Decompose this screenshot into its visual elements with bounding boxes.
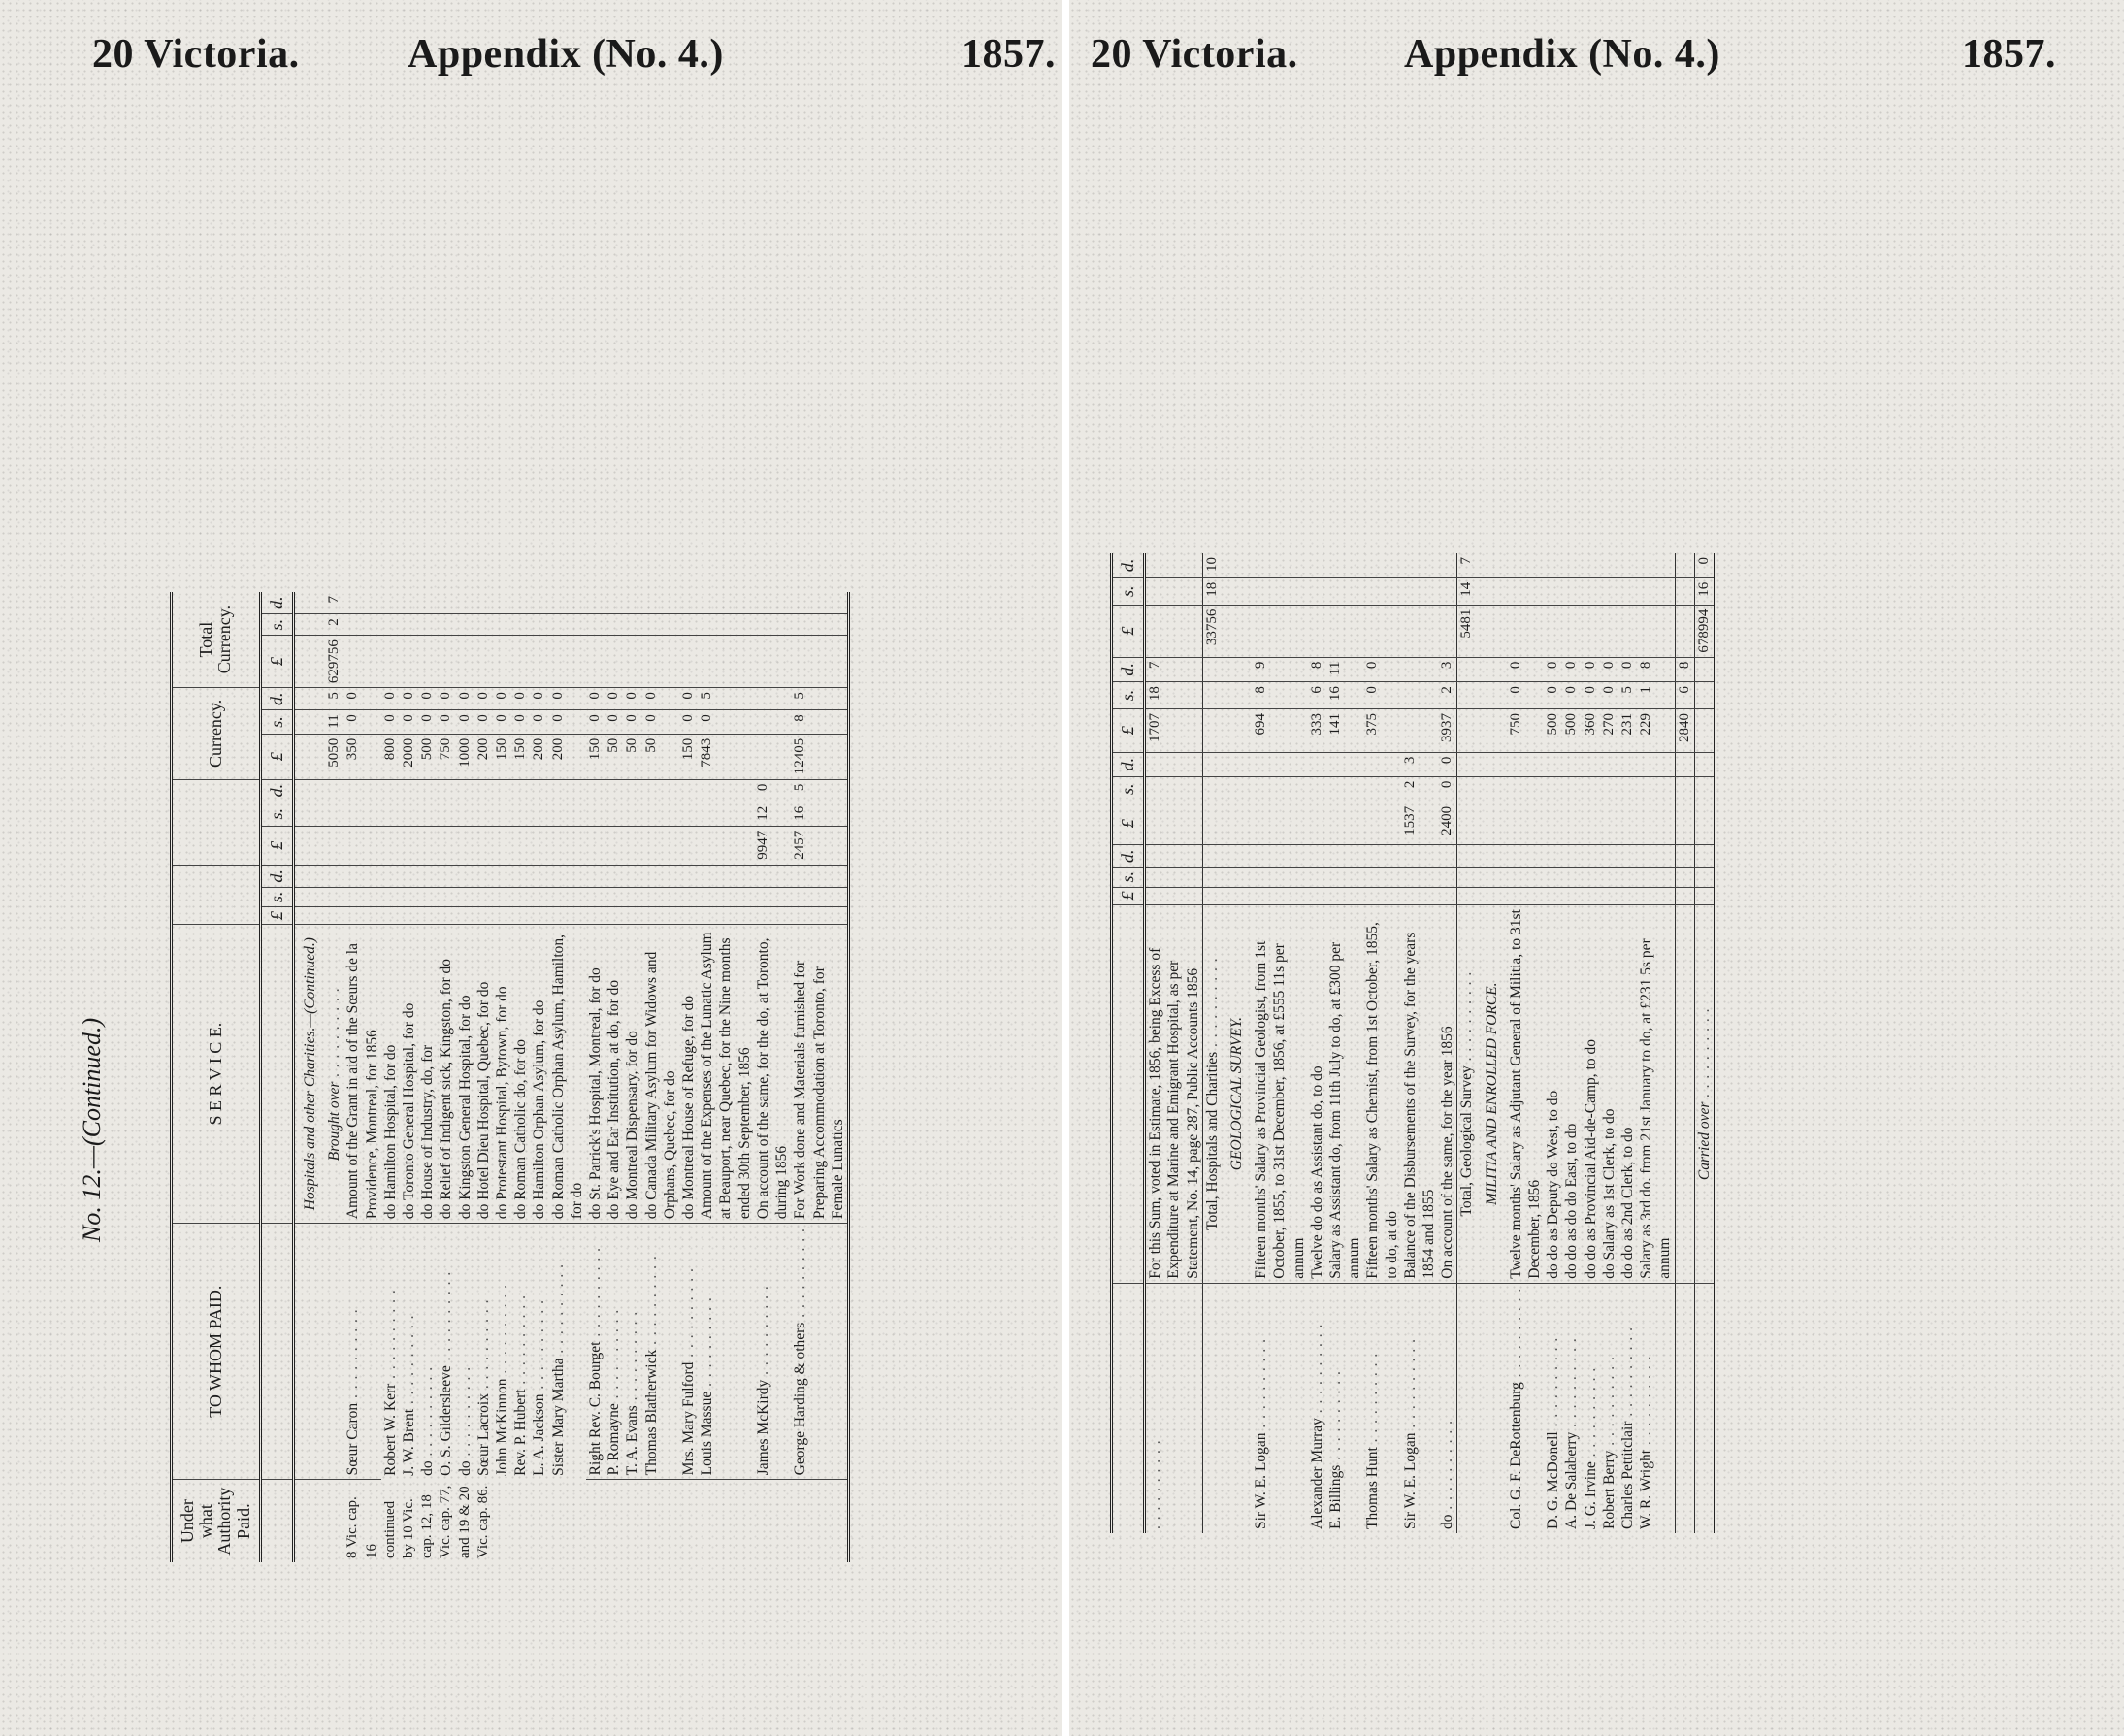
section-title: MILITIA AND ENROLLED FORCE. xyxy=(1477,904,1507,1283)
page-gutter xyxy=(1062,0,1069,1736)
service-cell: On account of the same, for the year 1856 xyxy=(1438,904,1457,1283)
currency-amount-shillings: 0 xyxy=(343,710,380,735)
unit-pounds: £ xyxy=(260,907,293,925)
payee-cell: D. G. McDonell . . . xyxy=(1544,1283,1562,1533)
sub-amount-pounds: 1537 xyxy=(1401,802,1438,845)
payee-cell: T. A. Evans . . . xyxy=(623,1224,641,1480)
table-row xyxy=(1544,553,1562,1533)
table-row xyxy=(1363,553,1400,1533)
unit-pounds: £ xyxy=(260,636,293,688)
currency-amount-pence: 8 xyxy=(1308,657,1326,681)
table-row xyxy=(1252,553,1308,1533)
carried-over-total-pounds: 678994 xyxy=(1694,605,1715,657)
table-row xyxy=(400,592,418,1562)
militia-subtotal-row xyxy=(1675,553,1694,1533)
currency-amount-pence: 0 xyxy=(418,688,437,710)
currency-amount-pounds: 231 xyxy=(1618,708,1637,752)
service-cell: Twelve months' Salary as Adjutant General of Militia, to 31st December, 1856 xyxy=(1507,904,1544,1283)
table-row xyxy=(511,592,530,1562)
currency-amount-pounds: 3937 xyxy=(1438,708,1457,752)
payee-cell: P. Romayne . . . xyxy=(605,1224,623,1480)
currency-amount-pounds: 350 xyxy=(343,734,380,779)
currency-amount-shillings: 0 xyxy=(418,710,437,735)
currency-amount-pence: 3 xyxy=(1438,657,1457,681)
currency-amount-pounds: 375 xyxy=(1363,708,1400,752)
service-cell: do Hotel Dieu Hospital, Quebec, for do xyxy=(474,925,493,1224)
total-hospitals-row xyxy=(1202,553,1222,1533)
currency-amount-pence: 0 xyxy=(679,688,698,710)
brought-cur-pounds: 5050 xyxy=(325,734,343,779)
sub-amount-shillings: 0 xyxy=(1438,776,1457,802)
currency-amount-pounds: 50 xyxy=(605,734,623,779)
total-amount-shillings: 14 xyxy=(1457,577,1477,605)
currency-amount-pounds: 12405 xyxy=(791,734,848,779)
currency-amount-shillings: 1 xyxy=(1637,682,1675,709)
currency-amount-shillings: 0 xyxy=(623,710,641,735)
table-row xyxy=(1401,553,1438,1533)
currency-amount-shillings: 0 xyxy=(1507,682,1544,709)
payee-cell: George Harding & others . . . xyxy=(791,1224,848,1480)
table-row xyxy=(679,592,698,1562)
service-cell: do Canada Military Asylum for Widows and Orphans, Quebec, for do xyxy=(642,925,679,1224)
service-cell: do Salary as 1st Clerk, to do xyxy=(1600,904,1618,1283)
currency-amount-shillings: 0 xyxy=(1544,682,1562,709)
service-cell: do Montreal House of Refuge, for do xyxy=(679,925,698,1224)
left-page-header xyxy=(0,0,1062,116)
currency-amount-pounds: 200 xyxy=(530,734,548,779)
currency-amount-pence: 0 xyxy=(343,688,380,710)
payee-cell xyxy=(1145,1283,1203,1533)
payee-cell: Rev. P. Hubert . . . xyxy=(511,1224,530,1480)
table-row xyxy=(1618,553,1637,1533)
currency-amount-pence: 0 xyxy=(605,688,623,710)
left-ledger-table xyxy=(170,592,850,1562)
currency-amount-pence: 9 xyxy=(1252,657,1308,681)
right-ledger-body xyxy=(1145,553,1716,1533)
service-cell: do House of Industry, do, for xyxy=(418,925,437,1224)
currency-amount-shillings: 8 xyxy=(791,710,848,735)
unit-pounds: £ xyxy=(1112,605,1145,657)
col-money-1 xyxy=(172,866,261,925)
currency-amount-pounds: 750 xyxy=(1507,708,1544,752)
payee-cell: J. W. Brent . . . xyxy=(400,1224,418,1480)
currency-amount-pounds: 229 xyxy=(1637,708,1675,752)
units-row xyxy=(260,592,293,1562)
currency-amount-shillings: 0 xyxy=(530,710,548,735)
currency-amount-shillings: 0 xyxy=(698,710,754,735)
currency-amount-pounds: 1000 xyxy=(456,734,474,779)
sub-amount-shillings: 16 xyxy=(791,802,848,826)
payee-cell: Sir W. E. Logan . . . xyxy=(1252,1283,1308,1533)
service-cell: For Work done and Materials furnished for Preparing Accommodation at Toronto, for Female Lunatics xyxy=(791,925,848,1224)
currency-amount-shillings: 0 xyxy=(493,710,511,735)
right-ledger-table xyxy=(1110,553,1716,1533)
payee-cell: L. A. Jackson . . . xyxy=(530,1224,548,1480)
payee-cell: J. G. Irvine . . . xyxy=(1582,1283,1600,1533)
authority-cell xyxy=(586,1480,605,1562)
sub-amount-pounds: 9947 xyxy=(754,826,791,865)
authority-cell xyxy=(605,1480,623,1562)
payee-cell: W. R. Wright . . . xyxy=(1637,1283,1675,1533)
unit-pounds: £ xyxy=(260,826,293,865)
table-row xyxy=(605,592,623,1562)
brought-over-row xyxy=(325,592,343,1562)
service-cell: Twelve do do as Assistant do, to do xyxy=(1308,904,1326,1283)
currency-amount-pence: 0 xyxy=(1562,657,1581,681)
payee-cell: Right Rev. C. Bourget . . . xyxy=(586,1224,605,1480)
unit-pounds: £ xyxy=(260,734,293,779)
unit-pence: d. xyxy=(260,779,293,802)
table-row xyxy=(754,592,791,1562)
currency-amount-pounds: 500 xyxy=(1562,708,1581,752)
payee-cell: Sir W. E. Logan . . . xyxy=(1401,1283,1438,1533)
table-row xyxy=(1562,553,1581,1533)
right-page xyxy=(1069,0,2124,1736)
payee-cell: A. De Salaberry . . . xyxy=(1562,1283,1581,1533)
total-amount-pounds: 33756 xyxy=(1202,605,1222,657)
service-cell: do Hamilton Hospital, for do xyxy=(381,925,400,1224)
currency-amount-pence: 0 xyxy=(400,688,418,710)
table-row xyxy=(1326,553,1363,1533)
right-header-appendix: Appendix (No. 4.) xyxy=(1404,32,1720,77)
currency-amount-shillings: 0 xyxy=(381,710,400,735)
table-row xyxy=(1308,553,1326,1533)
section-title: GEOLOGICAL SURVEY. xyxy=(1222,904,1252,1283)
authority-cell xyxy=(791,1480,848,1562)
currency-amount-pounds: 200 xyxy=(549,734,586,779)
unit-shillings: s. xyxy=(260,802,293,826)
right-units-row xyxy=(1112,553,1145,1533)
sub-amount-shillings: 2 xyxy=(1401,776,1438,802)
service-cell: Salary as Assistant do, from 11th July to do, at £300 per annum xyxy=(1326,904,1363,1283)
currency-amount-shillings: 0 xyxy=(1600,682,1618,709)
payee-cell: Thomas Blatherwick . . . xyxy=(642,1224,679,1480)
authority-cell: 8 Vic. cap. 16 continued by 10 Vic. cap. 12, 18 Vic. cap. 77, and 19 & 20 Vic. cap. 86. xyxy=(344,1485,491,1558)
unit-pounds: £ xyxy=(1112,802,1145,845)
service-cell: On account of the same, for the do, at Toronto, during 1856 xyxy=(754,925,791,1224)
currency-amount-shillings: 0 xyxy=(474,710,493,735)
currency-amount-pence: 0 xyxy=(586,688,605,710)
service-cell: Fifteen months' Salary as Provincial Geologist, from 1st October, 1855, to 31st December, 1856, at £555 11s per annum xyxy=(1252,904,1308,1283)
service-cell: do Kingston General Hospital, for do xyxy=(456,925,474,1224)
right-header-year: 1857. xyxy=(1962,32,2056,77)
currency-amount-shillings: 0 xyxy=(1562,682,1581,709)
currency-amount-shillings: 6 xyxy=(1308,682,1326,709)
sub-amount-shillings: 12 xyxy=(754,802,791,826)
payee-cell: E. Billings . . . xyxy=(1326,1283,1363,1533)
carried-over-total-pence: 0 xyxy=(1694,553,1715,577)
left-table-region xyxy=(78,592,850,1562)
currency-amount-shillings: 0 xyxy=(456,710,474,735)
service-cell: do Montreal Dispensary, for do xyxy=(623,925,641,1224)
service-cell: do do as do do East, to do xyxy=(1562,904,1581,1283)
right-table-region xyxy=(1110,553,1716,1533)
header-row xyxy=(172,592,261,1562)
currency-amount-pence: 0 xyxy=(1507,657,1544,681)
authority-cell xyxy=(623,1480,641,1562)
carried-over-row xyxy=(1694,553,1715,1533)
total-amount-shillings: 18 xyxy=(1202,577,1222,605)
table-row xyxy=(381,592,400,1562)
currency-amount-shillings: 0 xyxy=(400,710,418,735)
currency-amount-pounds: 50 xyxy=(623,734,641,779)
unit-pence: d. xyxy=(1112,553,1145,577)
col-total-currency: Total Currency. xyxy=(172,592,261,688)
table-row xyxy=(1582,553,1600,1533)
currency-amount-shillings: 0 xyxy=(1363,682,1400,709)
service-cell: do Toronto General Hospital, for do xyxy=(400,925,418,1224)
currency-amount-pounds: 141 xyxy=(1326,708,1363,752)
col-money-2 xyxy=(172,779,261,865)
col-currency: Currency. xyxy=(172,688,261,779)
table-caption: No. 12.—(Continued.) xyxy=(78,1017,106,1242)
table-row xyxy=(1507,553,1544,1533)
brought-total-pounds: 629756 xyxy=(325,636,343,688)
currency-amount-pounds: 7843 xyxy=(698,734,754,779)
currency-amount-pence: 0 xyxy=(623,688,641,710)
left-header-year: 1857. xyxy=(962,32,1056,77)
currency-amount-pence: 0 xyxy=(1544,657,1562,681)
right-header-session: 20 Victoria. xyxy=(1091,32,1298,77)
payee-cell: Sœur Lacroix . . . xyxy=(474,1224,493,1480)
left-ledger-body xyxy=(294,592,849,1562)
total-geological-row xyxy=(1457,553,1477,1533)
currency-amount-pence: 5 xyxy=(791,688,848,710)
table-row xyxy=(1637,553,1675,1533)
currency-amount-pounds: 150 xyxy=(511,734,530,779)
currency-amount-pence: 0 xyxy=(381,688,400,710)
militia-subtotal-pence: 8 xyxy=(1675,657,1694,681)
col-payee: TO WHOM PAID. xyxy=(172,1224,261,1480)
unit-pounds: £ xyxy=(1112,887,1145,904)
service-cell: do Eye and Ear Institution, at do, for do xyxy=(605,925,623,1224)
total-label: Total, Hospitals and Charities . . . xyxy=(1202,904,1222,1283)
currency-amount-shillings: 0 xyxy=(437,710,455,735)
currency-amount-pounds: 500 xyxy=(1544,708,1562,752)
table-row xyxy=(698,592,754,1562)
payee-cell: John McKinnon . . . xyxy=(493,1224,511,1480)
section-title: Hospitals and other Charities.—(Continued.) xyxy=(294,925,326,1224)
militia-title-row xyxy=(1477,553,1507,1533)
authority-cell xyxy=(642,1480,679,1562)
authority-cell xyxy=(754,1480,791,1562)
sub-amount-pounds: 2457 xyxy=(791,826,848,865)
currency-amount-pounds: 750 xyxy=(437,734,455,779)
payee-cell: Col. G. F. DeRottenburg . . . xyxy=(1507,1283,1544,1533)
table-row xyxy=(493,592,511,1562)
payee-cell: do . . . xyxy=(1438,1283,1457,1533)
unit-shillings: s. xyxy=(1112,868,1145,888)
brought-total-pence: 7 xyxy=(325,592,343,614)
currency-amount-pounds: 360 xyxy=(1582,708,1600,752)
currency-amount-shillings: 0 xyxy=(642,710,679,735)
currency-amount-pounds: 150 xyxy=(493,734,511,779)
brought-cur-shillings: 11 xyxy=(325,710,343,735)
table-row xyxy=(1438,553,1457,1533)
authority-cell xyxy=(679,1480,698,1562)
service-cell: do Relief of Indigent sick, Kingston, for do xyxy=(437,925,455,1224)
service-cell: Amount of the Expenses of the Lunatic Asylum at Beauport, near Quebec, for the Nine months ended 30th September, 1856 xyxy=(698,925,754,1224)
table-row xyxy=(791,592,848,1562)
militia-subtotal-pounds: 2840 xyxy=(1675,708,1694,752)
currency-amount-pounds: 1707 xyxy=(1145,708,1203,752)
service-cell: For this Sum, voted in Estimate, 1856, being Excess of Expenditure at Marine and Emigrant Hospital, as per Statement, No. 14, page 287, Public Accounts 1856 xyxy=(1145,904,1203,1283)
section-title-row xyxy=(294,592,326,1562)
service-cell: do do as Provincial Aid-de-Camp, to do xyxy=(1582,904,1600,1283)
currency-amount-pence: 0 xyxy=(437,688,455,710)
currency-amount-shillings: 5 xyxy=(1618,682,1637,709)
payee-cell: do . . . xyxy=(418,1224,437,1480)
payee-cell: James McKirdy . . . xyxy=(754,1224,791,1480)
currency-amount-pounds: 333 xyxy=(1308,708,1326,752)
table-row xyxy=(437,592,455,1562)
payee-cell: Mrs. Mary Fulford . . . xyxy=(679,1224,698,1480)
sub-amount-pence: 3 xyxy=(1401,752,1438,776)
left-header-appendix: Appendix (No. 4.) xyxy=(408,32,724,77)
service-cell: Balance of the Disbursements of the Survey, for the years 1854 and 1855 xyxy=(1401,904,1438,1283)
currency-amount-pounds: 2000 xyxy=(400,734,418,779)
authority-cell xyxy=(698,1480,754,1562)
service-cell: do Protestant Hospital, Bytown, for do xyxy=(493,925,511,1224)
total-amount-pounds: 5481 xyxy=(1457,605,1477,657)
table-row xyxy=(418,592,437,1562)
currency-amount-pence: 0 xyxy=(1582,657,1600,681)
currency-amount-pence: 0 xyxy=(1600,657,1618,681)
currency-amount-shillings: 18 xyxy=(1145,682,1203,709)
unit-shillings: s. xyxy=(260,887,293,907)
brought-cur-pence: 5 xyxy=(325,688,343,710)
service-cell: do Hamilton Orphan Asylum, for do xyxy=(530,925,548,1224)
service-cell: do Roman Catholic Orphan Asylum, Hamilton, for do xyxy=(549,925,586,1224)
unit-shillings: s. xyxy=(1112,776,1145,802)
payee-cell: Thomas Hunt . . . xyxy=(1363,1283,1400,1533)
currency-amount-pence: 0 xyxy=(493,688,511,710)
payee-cell: Sœur Caron . . . xyxy=(343,1224,380,1480)
currency-amount-pounds: 50 xyxy=(642,734,679,779)
geological-title-row xyxy=(1222,553,1252,1533)
total-label: Total, Geological Survey . . . xyxy=(1457,904,1477,1283)
table-row xyxy=(530,592,548,1562)
currency-amount-shillings: 0 xyxy=(679,710,698,735)
unit-pence: d. xyxy=(260,592,293,614)
unit-pence: d. xyxy=(1112,657,1145,681)
service-cell: do St. Patrick's Hospital, Montreal, for do xyxy=(586,925,605,1224)
currency-amount-pence: 5 xyxy=(698,688,754,710)
service-cell: Amount of the Grant in aid of the Sœurs de la Providence, Montreal, for 1856 xyxy=(343,925,380,1224)
carried-over-total-shillings: 16 xyxy=(1694,577,1715,605)
unit-pence: d. xyxy=(260,688,293,710)
currency-amount-pounds: 150 xyxy=(586,734,605,779)
currency-amount-shillings: 0 xyxy=(1582,682,1600,709)
currency-amount-pence: 0 xyxy=(642,688,679,710)
payee-cell: Sister Mary Martha . . . xyxy=(549,1224,586,1480)
currency-amount-pounds: 694 xyxy=(1252,708,1308,752)
currency-amount-pence: 11 xyxy=(1326,657,1363,681)
unit-shillings: s. xyxy=(1112,682,1145,709)
currency-amount-pounds: 500 xyxy=(418,734,437,779)
currency-amount-pence: 0 xyxy=(530,688,548,710)
right-page-header xyxy=(1069,0,2124,116)
table-row xyxy=(642,592,679,1562)
col-authority: Under what Authority Paid. xyxy=(172,1480,261,1562)
brought-over-label: Brought over . . . xyxy=(325,925,343,1224)
service-cell: Salary as 3rd do. from 21st January to do, at £231 5s per annum xyxy=(1637,904,1675,1283)
currency-amount-pence: 0 xyxy=(511,688,530,710)
col-service: S E R V I C E. xyxy=(172,925,261,1224)
currency-amount-shillings: 0 xyxy=(605,710,623,735)
currency-amount-pence: 0 xyxy=(474,688,493,710)
unit-pence: d. xyxy=(1112,752,1145,776)
unit-pence: d. xyxy=(1112,845,1145,868)
currency-amount-pence: 0 xyxy=(1618,657,1637,681)
unit-shillings: s. xyxy=(1112,577,1145,605)
currency-amount-pounds: 800 xyxy=(381,734,400,779)
total-amount-pence: 7 xyxy=(1457,553,1477,577)
service-cell: do do as Deputy do West, to do xyxy=(1544,904,1562,1283)
currency-amount-pounds: 270 xyxy=(1600,708,1618,752)
militia-subtotal-shillings: 6 xyxy=(1675,682,1694,709)
service-cell: Fifteen months' Salary as Chemist, from 1st October, 1855, to do, at do xyxy=(1363,904,1400,1283)
service-cell: do do as 2nd Clerk, to do xyxy=(1618,904,1637,1283)
currency-amount-shillings: 0 xyxy=(549,710,586,735)
table-row xyxy=(1600,553,1618,1533)
payee-cell: Louis Massue . . . xyxy=(698,1224,754,1480)
currency-amount-shillings: 8 xyxy=(1252,682,1308,709)
sub-amount-pence: 0 xyxy=(754,779,791,802)
unit-pounds: £ xyxy=(1112,708,1145,752)
carried-over-label: Carried over . . . xyxy=(1694,904,1715,1283)
payee-cell: Robert W. Kerr . . . xyxy=(381,1224,400,1480)
left-header-session: 20 Victoria. xyxy=(92,32,300,77)
total-amount-pence: 10 xyxy=(1202,553,1222,577)
currency-amount-pence: 7 xyxy=(1145,657,1203,681)
currency-amount-shillings: 16 xyxy=(1326,682,1363,709)
table-row xyxy=(456,592,474,1562)
payee-cell: Alexander Murray . . . xyxy=(1308,1283,1326,1533)
unit-shillings: s. xyxy=(260,710,293,735)
table-row xyxy=(343,592,380,1562)
currency-amount-pounds: 150 xyxy=(679,734,698,779)
currency-amount-pence: 0 xyxy=(549,688,586,710)
payee-cell: O. S. Gildersleeve . . . xyxy=(437,1224,455,1480)
unit-shillings: s. xyxy=(260,614,293,636)
table-row xyxy=(474,592,493,1562)
table-row xyxy=(623,592,641,1562)
currency-amount-shillings: 0 xyxy=(586,710,605,735)
currency-amount-pence: 0 xyxy=(1363,657,1400,681)
payee-cell: do . . . xyxy=(456,1224,474,1480)
sub-amount-pounds: 2400 xyxy=(1438,802,1457,845)
unit-pence: d. xyxy=(260,866,293,888)
currency-amount-pence: 0 xyxy=(456,688,474,710)
currency-amount-shillings: 0 xyxy=(511,710,530,735)
table-row xyxy=(549,592,586,1562)
payee-cell: Robert Berry . . . xyxy=(1600,1283,1618,1533)
currency-amount-pence: 8 xyxy=(1637,657,1675,681)
payee-cell: Charles Pettitclair . . . xyxy=(1618,1283,1637,1533)
service-cell: do Roman Catholic do, for do xyxy=(511,925,530,1224)
brought-total-shillings: 2 xyxy=(325,614,343,636)
sub-amount-pence: 0 xyxy=(1438,752,1457,776)
sub-amount-pence: 5 xyxy=(791,779,848,802)
excess-row xyxy=(1145,553,1203,1533)
currency-amount-shillings: 2 xyxy=(1438,682,1457,709)
currency-amount-pounds: 200 xyxy=(474,734,493,779)
table-row xyxy=(586,592,605,1562)
